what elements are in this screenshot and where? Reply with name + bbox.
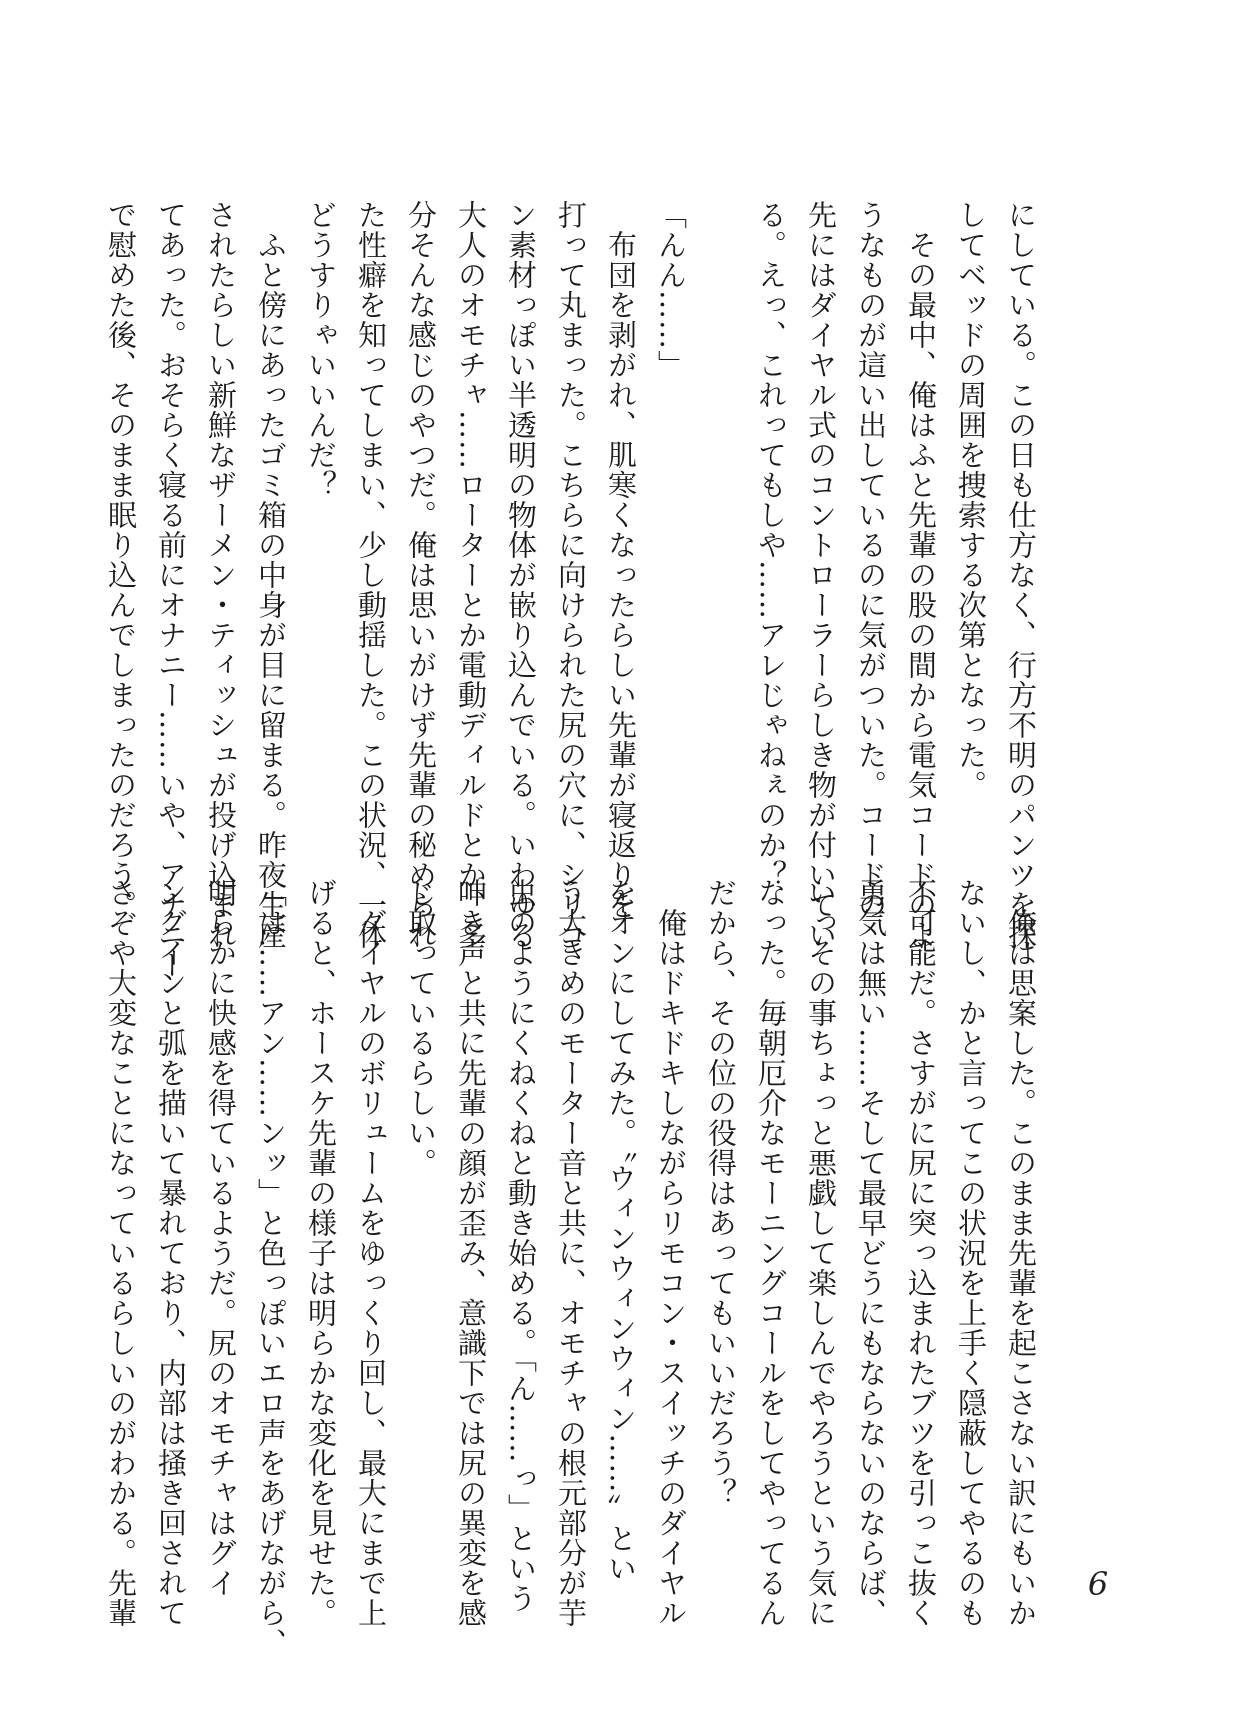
text-block-top: にしている。この日も仕方なく、行方不明のパンツを探 してベッドの周囲を捜索する次第となった。 その最中、俺はふと先輩の股の間から電気コードのよ うなものが這い出しているのに気がついた。コードの 先にはダイヤル式のコントローラーらしき物が付いてい る。えっ、これってもしや……アレじゃねぇのか？ 「んん……」 布団を剥がれ、肌寒くなったらしい先輩が寝返りを 打って丸まった。こちらに向けられた尻の穴に、シリコ ン素材っぽい半透明の物体が嵌り込んでいる。いわゆる 大人のオモチャ……ローターとか電動ディルドとか、多 分そんな感じのやつだ。俺は思いがけず先輩の秘められ た性癖を知ってしまい、少し動揺した。この状況、一体 どうすりゃいいんだ？ ふと傍にあったゴミ箱の中身が目に留まる。昨夜生産 されたらしい新鮮なザーメン・ティッシュが投げ込まれ てあった。おそらく寝る前にオナニー……いや、アナニー で慰めた後、そのまま眠り込んでしまったのだろう。 [104,200,1038,980]
text-block-bottom: 俺は思案した。このまま先輩を起こさない訳にもいか ないし、かと言ってこの状況を上手く隠蔽してやるのも 不可能だ。さすがに尻に突っ込まれたブツを引っこ抜く 勇気は無い……そして最早どうにもならないのならば、 いっその事ちょっと悪戯して楽しんでやろうという気に なった。毎朝厄介なモーニングコールをしてやってるん だから、その位の役得はあってもいいだろう？ 俺はドキドキしながらリモコン・スイッチのダイヤル をオンにしてみた。〝ウィンウィンウィン……〟とい う大きめのモーター音と共に、オモチャの根元部分が芋 虫のようにくねくねと動き始める。「ん……っ」という 呻き声と共に先輩の顔が歪み、意識下では尻の異変を感 じ取っているらしい。 ダイヤルのボリュームをゆっくり回し、最大にまで上 げると、ホースケ先輩の様子は明らかな変化を見せた。 「は……アン……ンッ」と色っぽいエロ声をあげながら、 明らかに快感を得ているようだ。尻のオモチャはグイ ングインと弧を描いて暴れており、内部は掻き回されて さぞや大変なことになっているらしいのがわかる。先輩 [104,878,1038,1658]
page-number: 6 [1087,1565,1109,1603]
